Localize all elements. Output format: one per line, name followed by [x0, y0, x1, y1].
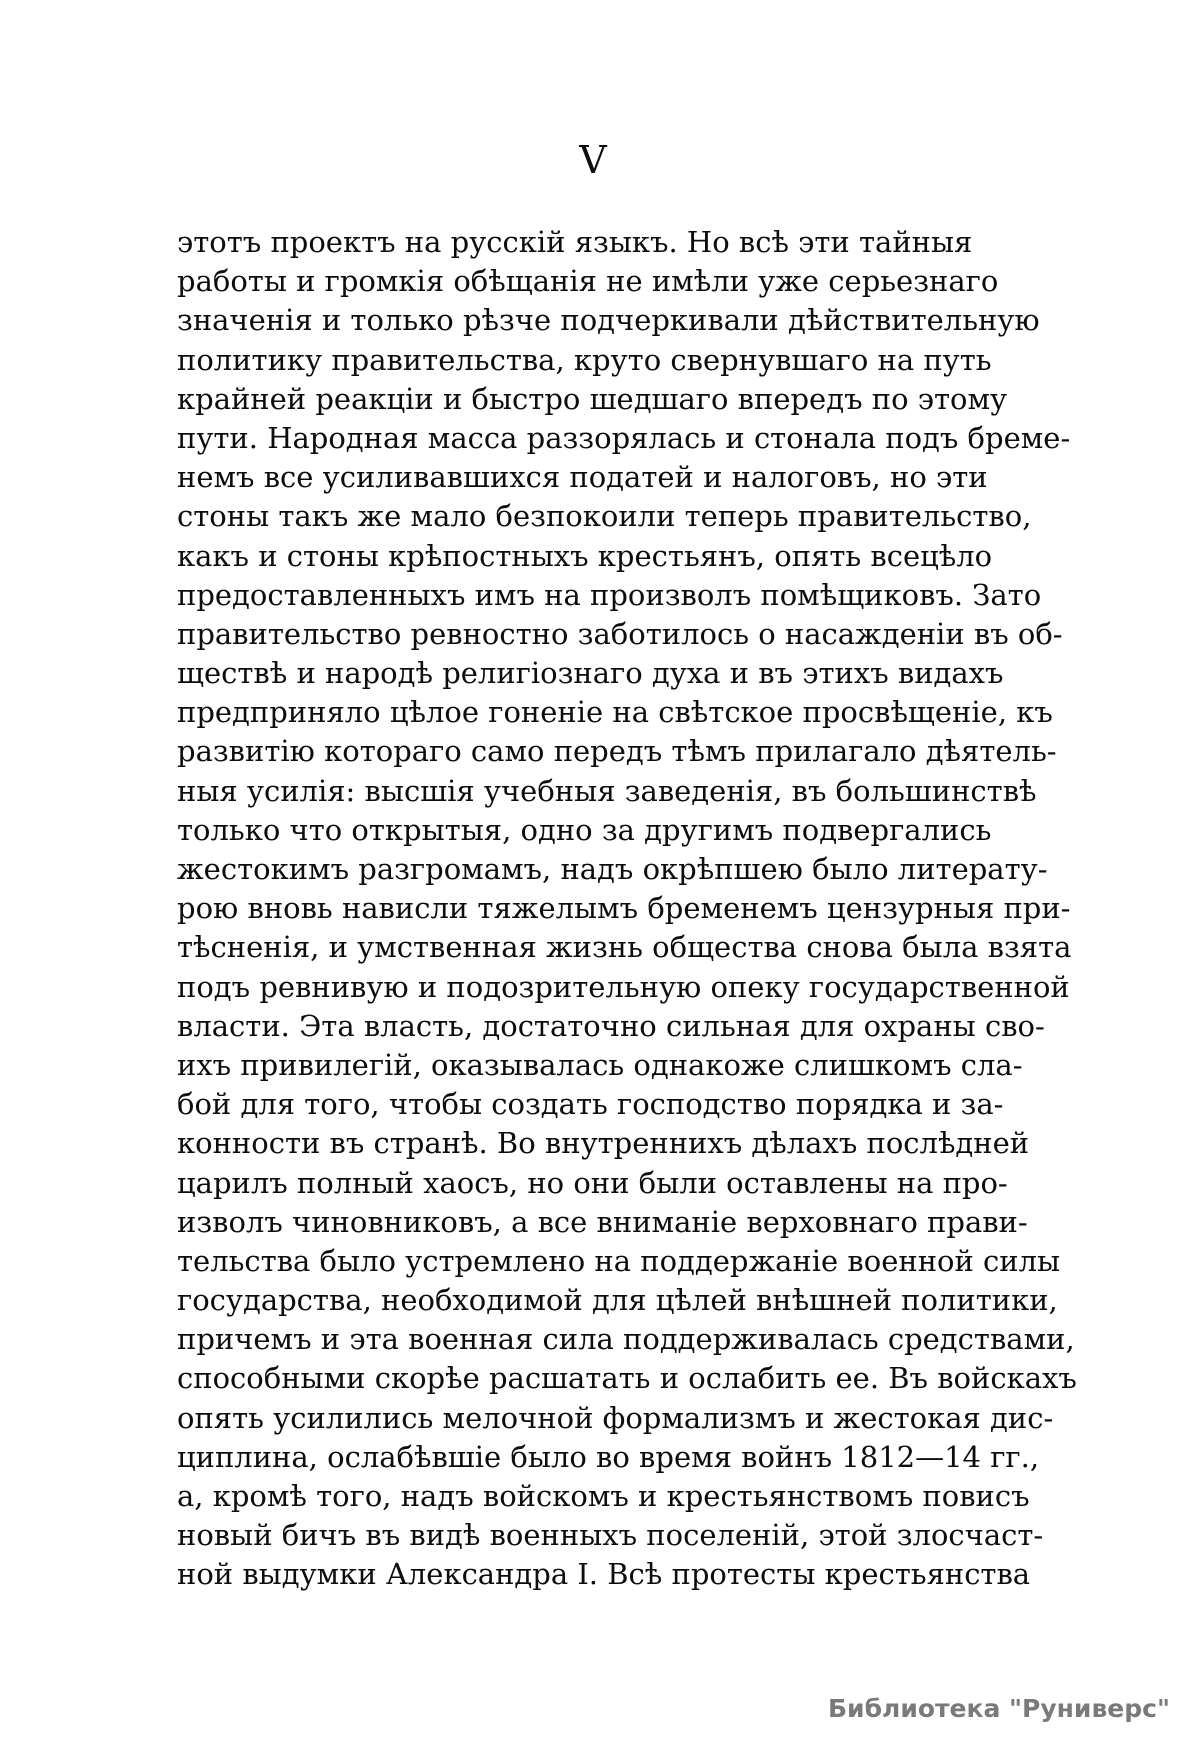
text-line: ныя усилія: высшія учебныя заведенія, въ большинствѣ [177, 773, 1037, 808]
text-line: способными скорѣе расшатать и ослабить ее. Въ войскахъ [177, 1361, 1077, 1396]
text-line: этотъ проектъ на русскій языкъ. Но всѣ эти тайныя [177, 225, 973, 259]
text-line: немъ все усиливавшихся податей и налоговъ, но эти [177, 460, 988, 495]
text-line: стоны такъ же мало безпокоили теперь правительство, [177, 499, 1032, 534]
text-line: развитію котораго само передъ тѣмъ прилагало дѣятель- [177, 734, 1057, 769]
text-line: новый бичъ въ видѣ военныхъ поселеній, этой злосчаст- [177, 1518, 1044, 1553]
text-line: ихъ привилегій, оказывалась однакоже слишкомъ сла- [177, 1047, 1023, 1082]
text-line: подъ ревнивую и подозрительную опеку государственной [177, 969, 1070, 1004]
text-line: конности въ странѣ. Во внутреннихъ дѣлахъ послѣдней [177, 1126, 1030, 1161]
text-line: правительство ревностно заботилось о насажденіи въ об- [177, 616, 1063, 651]
text-line: тѣсненія, и умственная жизнь общества снова была взята [177, 930, 1072, 965]
text-line: бой для того, чтобы создать господство порядка и за- [177, 1087, 1004, 1122]
text-line: политику правительства, круто свернувшаго на путь [177, 342, 992, 377]
text-line: государства, необходимой для цѣлей внѣшней политики, [177, 1283, 1058, 1318]
text-line: власти. Эта власть, достаточно сильная для охраны сво- [177, 1008, 1045, 1043]
text-line: циплина, ослабѣвшіе было во время войнъ 1812—14 гг., [177, 1439, 1040, 1474]
text-line: значенія и только рѣзче подчеркивали дѣйствительную [177, 303, 1040, 338]
text-line: рою вновь нависли тяжелымъ бременемъ цензурныя при- [177, 891, 1071, 926]
text-line: какъ и стоны крѣпостныхъ крестьянъ, опять всецѣло [177, 538, 993, 573]
text-line: только что открытыя, одно за другимъ подвергались [177, 812, 992, 847]
text-line: а, кромѣ того, надъ войскомъ и крестьянствомъ повисъ [177, 1479, 1030, 1513]
text-line: крайней реакціи и быстро шедшаго впередъ по этому [177, 381, 1008, 416]
text-line: предоставленныхъ имъ на произволъ помѣщиковъ. Зато [177, 577, 1042, 612]
text-line: предприняло цѣлое гоненіе на свѣтское просвѣщеніе, къ [177, 695, 1053, 730]
text-line: ществѣ и народѣ религіознаго духа и въ этихъ видахъ [177, 656, 1004, 691]
text-line: опять усилились мелочной формализмъ и жестокая дис- [177, 1400, 1054, 1435]
text-line: причемъ и эта военная сила поддерживалась средствами, [177, 1322, 1075, 1357]
text-line: царилъ полный хаосъ, но они были оставлены на про- [177, 1165, 1008, 1200]
text-line: пути. Народная масса раззорялась и стонала подъ бреме- [177, 420, 1071, 455]
library-watermark: Библиотека "Руниверс" [828, 1694, 1170, 1723]
page-number: V [579, 138, 608, 182]
text-line: ной выдумки Александра I. Всѣ протесты крестьянства [177, 1557, 1031, 1592]
text-line: работы и громкія обѣщанія не имѣли уже серьезнаго [177, 264, 999, 299]
text-line: изволъ чиновниковъ, а все вниманіе верховнаго прави- [177, 1204, 1028, 1239]
text-line: тельства было устремлено на поддержаніе военной силы [177, 1243, 1061, 1278]
body-text-block [177, 223, 1077, 1595]
text-line: жестокимъ разгромамъ, надъ окрѣпшею было литерату- [177, 852, 1048, 886]
